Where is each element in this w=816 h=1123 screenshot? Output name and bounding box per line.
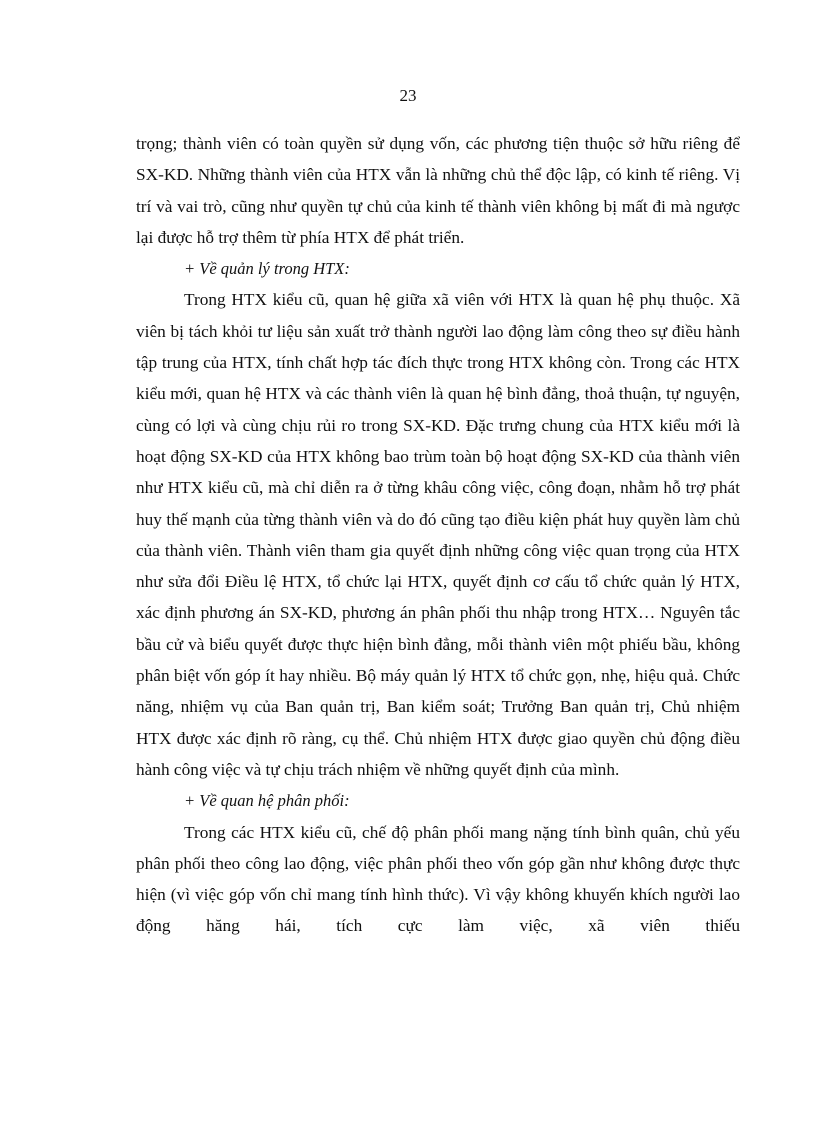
section-heading-management: + Về quản lý trong HTX:	[184, 259, 350, 279]
paragraph-continuation: trọng; thành viên có toàn quyền sử dụng vốn, các phương tiện thuộc sở hữu riêng để SX-KD. Những thành viên của HTX vẫn là những chủ thể độc lập, có kinh tế riêng. Vị trí và vai trò, cũng như quyền tự chủ của kinh tế thành viên không bị mất đi mà ngược lại được hỗ trợ thêm từ phía HTX để phát triển.	[136, 134, 740, 247]
page-body	[136, 128, 740, 942]
section-heading-distribution: + Về quan hệ phân phối:	[184, 791, 350, 811]
page-number: 23	[399, 86, 417, 105]
paragraph-management: Trong HTX kiểu cũ, quan hệ giữa xã viên với HTX là quan hệ phụ thuộc. Xã viên bị tách khỏi tư liệu sản xuất trở thành người lao động làm công theo sự điều hành tập trung của HTX, tính chất hợp tác đích thực trong HTX không còn. Trong các HTX kiểu mới, quan hệ HTX và các thành viên là quan hệ bình đẳng, thoả thuận, tự nguyện, cùng có lợi và cùng chịu rủi ro trong SX-KD. Đặc trưng chung của HTX kiểu mới là hoạt động SX-KD của HTX không bao trùm toàn bộ hoạt động SX-KD của thành viên như HTX kiểu cũ, mà chỉ diễn ra ở từng khâu công việc, công đoạn, nhằm hỗ trợ phát huy thế mạnh của từng thành viên và do đó cũng tạo điều kiện phát huy quyền làm chủ của thành viên. Thành viên tham gia quyết định những công việc quan trọng của HTX như sửa đổi Điều lệ HTX, tổ chức lại HTX, quyết định cơ cấu tổ chức quản lý HTX, xác định phương án SX-KD, phương án phân phối thu nhập trong HTX… Nguyên tắc bầu cử và biểu quyết được thực hiện bình đẳng, mỗi thành viên một phiếu bầu, không phân biệt vốn góp ít hay nhiều. Bộ máy quản lý HTX tổ chức gọn, nhẹ, hiệu quả. Chức năng, nhiệm vụ của Ban quản trị, Ban kiểm soát; Trưởng Ban quản trị, Chủ nhiệm HTX được xác định rõ ràng, cụ thể. Chủ nhiệm HTX được giao quyền chủ động điều hành công việc và tự chịu trách nhiệm về những quyết định của mình.	[136, 290, 740, 779]
paragraph-distribution: Trong các HTX kiểu cũ, chế độ phân phối mang nặng tính bình quân, chủ yếu phân phối theo công lao động, việc phân phối theo vốn góp gần như không được thực hiện (vì việc góp vốn chỉ mang tính hình thức). Vì vậy không khuyến khích người lao động hăng hái, tích cực làm việc, xã viên thiếu	[136, 822, 740, 936]
